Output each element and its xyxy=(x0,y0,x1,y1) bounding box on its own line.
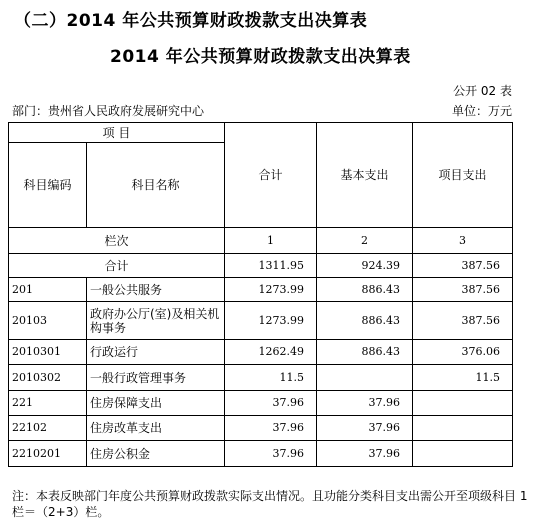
project-value: 387.56 xyxy=(413,302,513,340)
subject-code: 22102 xyxy=(9,416,87,441)
subject-code: 2010302 xyxy=(9,365,87,391)
project-expense-header: 项目支出 xyxy=(413,123,513,228)
subject-code: 201 xyxy=(9,278,87,302)
basic-value: 886.43 xyxy=(317,340,413,365)
table-row xyxy=(9,278,513,302)
subject-name: 一般行政管理事务 xyxy=(87,365,225,391)
column-index-2: 2 xyxy=(317,228,413,254)
table-row xyxy=(9,416,513,441)
table-row xyxy=(9,365,513,391)
basic-expense-header: 基本支出 xyxy=(317,123,413,228)
subject-code: 20103 xyxy=(9,302,87,340)
total-value: 37.96 xyxy=(225,416,317,441)
subject-name-header: 科目名称 xyxy=(87,143,225,228)
total-value: 1273.99 xyxy=(225,278,317,302)
basic-value xyxy=(317,365,413,391)
footnote: 注：本表反映部门年度公共预算财政拨款实际支出情况。且功能分类科目支出需公开至项级科目 1 栏＝（2+3）栏。 xyxy=(12,489,528,519)
subject-code: 221 xyxy=(9,391,87,416)
project-value: 376.06 xyxy=(413,340,513,365)
project-value: 387.56 xyxy=(413,278,513,302)
basic-value: 37.96 xyxy=(317,416,413,441)
subject-name: 一般公共服务 xyxy=(87,278,225,302)
subject-code: 2210201 xyxy=(9,441,87,467)
basic-value: 886.43 xyxy=(317,302,413,340)
basic-value: 886.43 xyxy=(317,278,413,302)
form-code: 公开 02 表 xyxy=(453,84,512,98)
subject-code: 2010301 xyxy=(9,340,87,365)
table-title: 2014 年公共预算财政拨款支出决算表 xyxy=(110,47,411,67)
sum-row-label: 合计 xyxy=(9,254,225,278)
project-header: 项 目 xyxy=(9,123,225,143)
table-row xyxy=(9,391,513,416)
basic-value: 37.96 xyxy=(317,391,413,416)
subject-name: 住房改革支出 xyxy=(87,416,225,441)
project-value xyxy=(413,416,513,441)
table-row xyxy=(9,441,513,467)
total-value: 11.5 xyxy=(225,365,317,391)
subject-name: 住房公积金 xyxy=(87,441,225,467)
subject-name: 行政运行 xyxy=(87,340,225,365)
total-header: 合计 xyxy=(225,123,317,228)
sum-project: 387.56 xyxy=(413,254,513,278)
total-value: 37.96 xyxy=(225,391,317,416)
column-index-label: 栏次 xyxy=(9,228,225,254)
column-index-1: 1 xyxy=(225,228,317,254)
unit-label: 单位：万元 xyxy=(451,104,512,118)
table-row xyxy=(9,340,513,365)
table-row xyxy=(9,302,513,340)
total-value: 1262.49 xyxy=(225,340,317,365)
subject-name: 政府办公厅(室)及相关机构事务 xyxy=(87,302,225,340)
column-index-3: 3 xyxy=(413,228,513,254)
project-value xyxy=(413,441,513,467)
department-label: 部门：贵州省人民政府发展研究中心 xyxy=(12,104,205,118)
subject-code-header: 科目编码 xyxy=(9,143,87,228)
basic-value: 37.96 xyxy=(317,441,413,467)
total-value: 37.96 xyxy=(225,441,317,467)
project-value xyxy=(413,391,513,416)
subject-name: 住房保障支出 xyxy=(87,391,225,416)
sum-basic: 924.39 xyxy=(317,254,413,278)
expenditure-table xyxy=(8,122,513,467)
total-value: 1273.99 xyxy=(225,302,317,340)
project-value: 11.5 xyxy=(413,365,513,391)
sum-total: 1311.95 xyxy=(225,254,317,278)
page-title: （二）2014 年公共预算财政拨款支出决算表 xyxy=(14,11,368,31)
